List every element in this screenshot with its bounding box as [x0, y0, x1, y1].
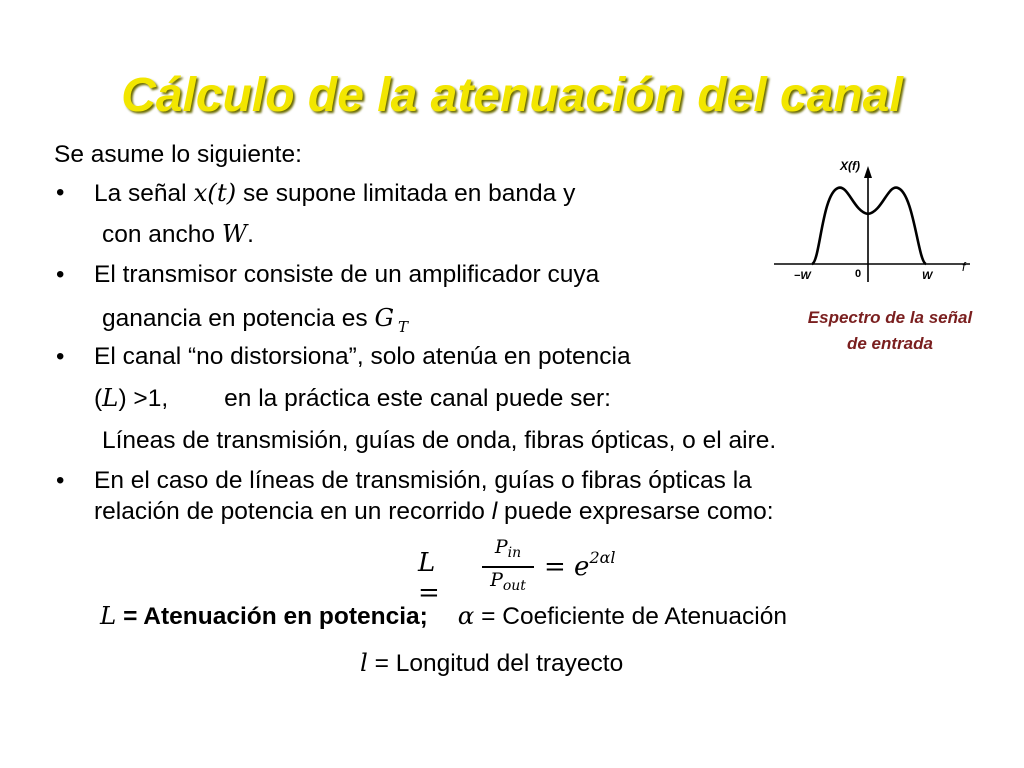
text-span: (	[94, 385, 103, 412]
bullet1-line2	[102, 219, 254, 250]
bullet-dot: •	[56, 179, 65, 206]
var-l: L	[102, 383, 119, 412]
text-span: = Coeficiente de Atenuación	[474, 603, 787, 630]
formula-rhs	[544, 548, 616, 582]
var-g-sub: T	[398, 318, 409, 336]
text-span: se supone limitada en banda y	[236, 180, 576, 207]
bullet3-line1: El canal “no distorsiona”, solo atenúa en potencia	[94, 343, 631, 370]
text-span: .	[247, 221, 254, 248]
bullet4-line2	[94, 497, 774, 527]
text-span: La señal	[94, 180, 194, 207]
tick-label-w: W	[922, 270, 933, 282]
figure-caption	[770, 305, 1010, 357]
text-span: puede expresarse como:	[497, 498, 774, 525]
bullet3-line2	[94, 383, 611, 414]
formula-lhs: L =	[418, 548, 440, 608]
var-alpha: α	[457, 601, 475, 630]
caption-line2: de entrada	[847, 334, 933, 353]
fraction-bar	[482, 566, 534, 568]
legend-line2	[360, 648, 623, 679]
slide-title: Cálculo de la atenuación del canal	[121, 69, 903, 122]
bullet-dot: •	[56, 467, 65, 494]
text-span: out	[502, 578, 526, 594]
var-w: W	[221, 219, 248, 248]
tick-label-minus-w: −W	[794, 270, 811, 282]
text-span: con ancho	[102, 221, 222, 248]
var-l: L	[100, 601, 117, 630]
y-axis-label: X(f)	[840, 159, 860, 173]
text-span: relación de potencia en un recorrido	[94, 498, 492, 525]
tick-label-zero: 0	[855, 268, 862, 280]
bullet2-line2	[102, 303, 408, 342]
text-span: ) >1,	[118, 385, 169, 412]
bullet2-line1: El transmisor consiste de un amplificador cuya	[94, 261, 600, 288]
text-span: = Atenuación en potencia;	[116, 603, 428, 630]
text-span: = e	[544, 552, 590, 582]
text-span: in	[507, 545, 522, 561]
formula-exponent: 2αl	[589, 548, 616, 567]
text-span: en la práctica este canal puede ser:	[224, 385, 611, 412]
x-axis-label: f	[962, 260, 966, 274]
var-g: G	[374, 303, 395, 332]
caption-line1: Espectro de la señal	[807, 308, 973, 327]
bullet1-line1	[94, 178, 575, 209]
text-span: = Longitud del trayecto	[367, 650, 624, 677]
formula-denominator	[480, 569, 536, 594]
bullet4-line1: En el caso de líneas de transmisión, guías o fibras ópticas la	[94, 467, 752, 494]
y-axis-arrow	[864, 166, 872, 178]
spectrum-figure	[772, 154, 1002, 294]
formula-numerator	[480, 536, 536, 561]
text-span: P	[490, 569, 503, 591]
bullet-dot: •	[56, 343, 65, 370]
var-l-length: l	[360, 648, 368, 677]
var-l-length: l	[491, 498, 498, 525]
text-span: ganancia en potencia es	[102, 305, 375, 332]
legend-line1	[100, 601, 787, 632]
intro-text: Se asume lo siguiente:	[54, 141, 302, 168]
var-x-t: x(t)	[193, 178, 237, 207]
spectrum-curve	[812, 188, 926, 264]
bullet3-line3: Líneas de transmisión, guías de onda, fibras ópticas, o el aire.	[102, 427, 777, 454]
text-span: P	[494, 536, 508, 558]
bullet-dot: •	[56, 261, 65, 288]
